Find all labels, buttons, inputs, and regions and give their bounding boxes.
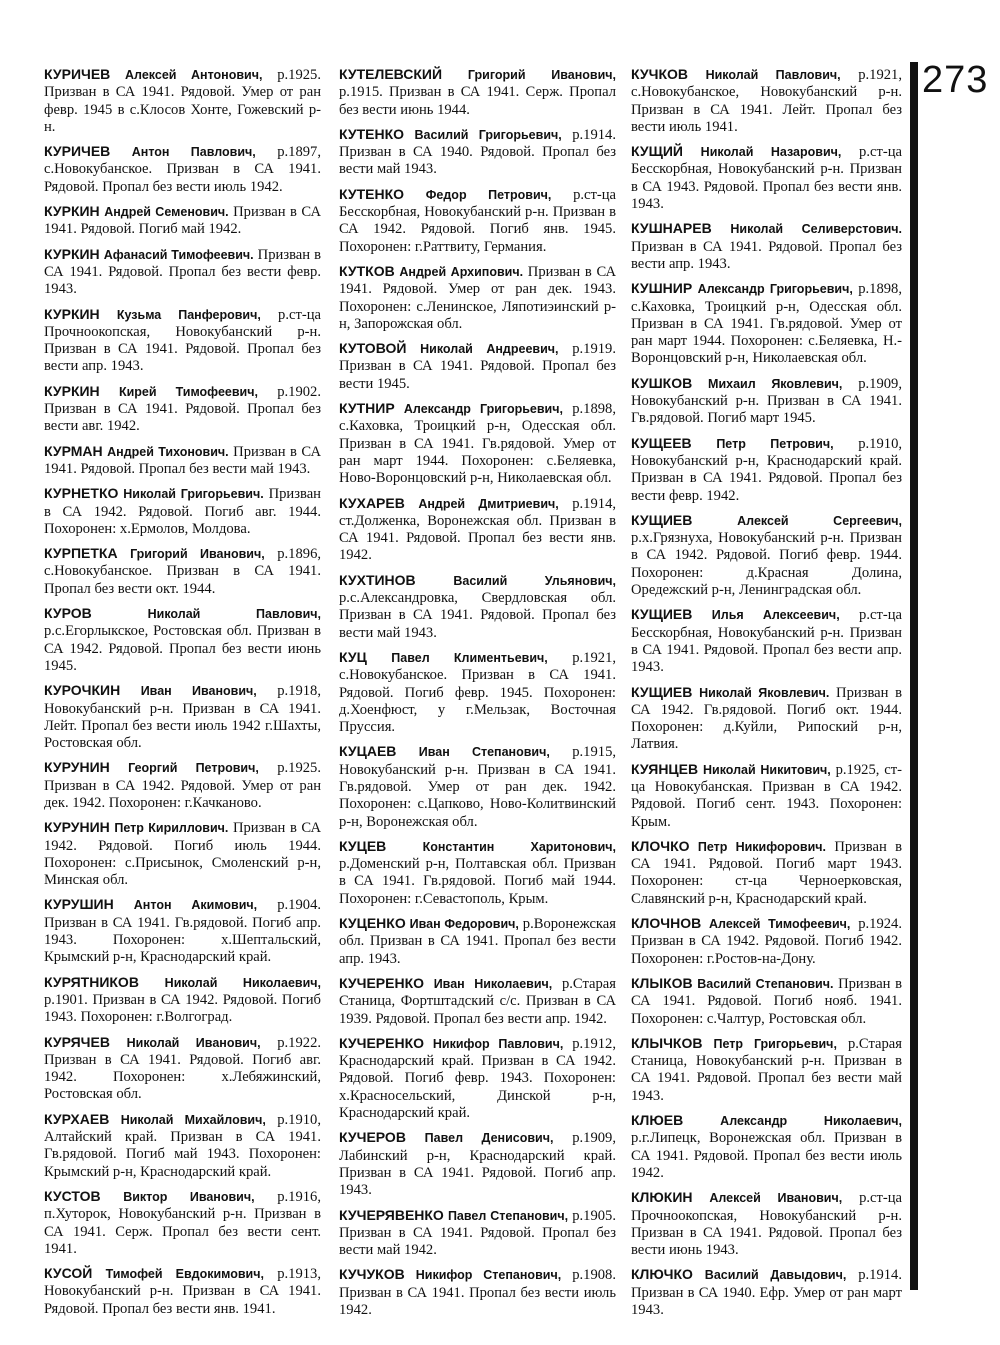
entry [631, 915, 902, 968]
entry-given-name: Александр Григорьевич, [697, 282, 853, 297]
entry [339, 649, 616, 736]
entry-details: р.1925, ст-ца Новокубанская. Призван в СА 1942. Рядовой. Погиб сент. 1943. Похоронен: Крым. [631, 761, 902, 830]
entry-surname: КУРУНИН [44, 819, 110, 836]
entry [631, 684, 902, 754]
entry [44, 246, 321, 299]
entry-surname: КУТНИР [339, 400, 395, 417]
entry [631, 435, 902, 505]
entry-given-name: Константин Харитонович, [422, 839, 616, 854]
entry-details: Призван в СА 1941. Рядовой. Умер от ран дек. 1943. Похоронен: с.Ленинское, Ляпотиэинский р-н, Запорожская обл. [339, 263, 616, 332]
entry [631, 975, 902, 1028]
entry-given-name: Петр Григорьевич, [713, 1036, 837, 1051]
entry-details: Призван в СА 1941. Рядовой. Пропал без вести май 1943. [44, 443, 321, 477]
entry-details: р.1921, с.Новокубанское. Призван в СА 1941. Рядовой. Погиб февр. 1945. Похоронен: д.Хоенфюст, у г.Мельзак, Восточная Пруссия. [339, 649, 617, 736]
entry [44, 143, 321, 196]
entry-surname: КУЧЕРЕНКО [339, 974, 424, 991]
entry-surname: КЛЮЕВ [631, 1112, 684, 1129]
entry [44, 443, 321, 479]
entry-given-name: Иван Федорович, [409, 917, 519, 932]
entry-given-name: Петр Кириллович. [114, 821, 229, 836]
entry-surname: КУЩИЙ [631, 143, 683, 160]
entry-surname: КЛОЧНОВ [631, 915, 702, 932]
entry [339, 66, 616, 119]
entry-given-name: Григорий Иванович, [130, 547, 265, 562]
entry [631, 838, 902, 908]
entry-surname: КУРНЕТКО [44, 485, 119, 502]
entry-surname: КУТЕНКО [339, 125, 405, 142]
entry-given-name: Павел Климентьевич, [391, 650, 548, 665]
entry [44, 203, 321, 239]
entry-surname: КУРИЧЕВ [44, 66, 111, 82]
entry-given-name: Кузьма Панферович, [116, 307, 261, 322]
entry [339, 743, 616, 830]
column-2 [339, 66, 616, 1326]
entry-surname: КУРКИН [44, 382, 100, 399]
entry-surname: КУХТИНОВ [339, 571, 416, 588]
entry-details: р.Старая Станица, Новокубанский р-н. Призван в СА 1941. Рядовой. Пропал без вести май 1943. [631, 1035, 902, 1104]
entry [631, 143, 902, 213]
entry [44, 974, 321, 1027]
entry-surname: КУЧЕРЯВЕНКО [339, 1206, 444, 1223]
entry-given-name: Андрей Тихонович. [107, 444, 229, 459]
entry-surname: КУЦАЕВ [339, 743, 397, 760]
entry-given-name: Антон Павлович, [131, 145, 256, 160]
entry-surname: КУШНАРЕВ [631, 220, 712, 237]
entry-given-name: Андрей Архипович. [399, 264, 524, 279]
entry-given-name: Александр Григорьевич, [403, 402, 563, 417]
entry-surname: КУЧЕРЕНКО [339, 1034, 424, 1051]
entry [44, 1111, 321, 1181]
entry-details: р.1897, с.Новокубанское. Призван в СА 1941. Рядовой. Пропал без вести июль 1942. [44, 144, 321, 195]
entry [339, 186, 616, 256]
entry [339, 1266, 616, 1319]
entry [44, 605, 321, 675]
entry-details: р.1916, п.Хуторок, Новокубанский р-н. Призван в СА 1941. Серж. Пропал без вести сент. 1941. [44, 1188, 321, 1257]
entry [631, 220, 902, 273]
entry-given-name: Николай Селиверстович. [730, 222, 902, 237]
entry-details: р.1910, Алтайский край. Призван в СА 1941. Гв.рядовой. Погиб май 1943. Похоронен: Крымский р-н, Краснодарский край. [44, 1111, 321, 1180]
entry-details: р.Доменский р-н, Полтавская обл. Призван в СА 1941. Гв.рядовой. Погиб май 1944. Похоронен: г.Севастополь, Крым. [339, 856, 616, 907]
entry-surname: КУЩЕЕВ [631, 434, 692, 451]
entry-details: р.1908. Призван в СА 1941. Пропал без вести июль 1942. [339, 1267, 616, 1318]
entry-surname: КУРПЕТКА [44, 545, 118, 562]
entry-surname: КУШКОВ [631, 374, 693, 391]
entry-surname: КУТЕЛЕВСКИЙ [339, 66, 443, 82]
entry-given-name: Василий Григорьевич, [414, 127, 562, 142]
entry [44, 66, 321, 136]
entry [631, 66, 902, 136]
entry-given-name: Тимофей Евдокимович, [105, 1267, 264, 1282]
entry-details: р.1921, с.Новокубанское, Новокубанский р-н. Призван в СА 1941. Лейт. Пропал без вести июль 1941. [631, 67, 902, 135]
entry-details: р.1924. Призван в СА 1942. Рядовой. Погиб 1942. Похоронен: г.Ростов-на-Дону. [631, 916, 902, 967]
entry-surname: КУРКИН [44, 305, 100, 322]
entry-given-name: Иван Степанович, [418, 745, 550, 760]
entry-surname: КУРКИН [44, 203, 100, 220]
entry-given-name: Федор Петрович, [425, 187, 552, 202]
entry-details: р.1912, Краснодарский край. Призван в СА 1942. Рядовой. Погиб февр. 1943. Похоронен: х.Красносельский, Динской р-н, Краснодарский край. [339, 1035, 616, 1122]
entry-surname: КЛОЧКО [631, 837, 690, 854]
entry-given-name: Николай Яковлевич. [699, 685, 830, 700]
entry-surname: КУЧУКОВ [339, 1266, 405, 1283]
entry-details: р.с.Александровка, Свердловская обл. Призван в СА 1941. Рядовой. Пропал без вести май 1943. [339, 590, 616, 641]
entry [339, 975, 616, 1028]
entry [339, 495, 616, 565]
entry-given-name: Антон Акимович, [133, 898, 258, 913]
entry-surname: КУЧКОВ [631, 66, 688, 82]
entry [339, 263, 616, 333]
entry-given-name: Илья Алексеевич, [711, 608, 840, 623]
entry [339, 1207, 616, 1260]
entry [339, 340, 616, 393]
entry-given-name: Николай Николаевич, [164, 975, 321, 990]
entry-given-name: Павел Денисович, [424, 1131, 554, 1146]
entry [631, 1035, 902, 1105]
page-number: 273 [922, 59, 989, 101]
entry [339, 400, 616, 487]
entry-surname: КЛЮЧКО [631, 1266, 693, 1283]
entry-given-name: Алексей Антонович, [125, 68, 263, 82]
entry-details: р.ст-ца Бесскорбная, Новокубанский р-н. Призван в СА 1943. Рядовой. Пропал без вести янв. 1943. [631, 144, 902, 213]
entry-surname: КЛЮКИН [631, 1189, 693, 1206]
entry [339, 126, 616, 179]
entry-given-name: Иван Николаевич, [433, 976, 553, 991]
entry [631, 1266, 902, 1319]
entry [631, 1189, 902, 1259]
entry-details: р.1896, с.Новокубанское. Призван в СА 1941. Пропал без вести окт. 1944. [44, 546, 322, 597]
entry [44, 1265, 321, 1318]
entry-given-name: Николай Григорьевич. [123, 487, 264, 502]
entry-details: р.1902. Призван в СА 1941. Рядовой. Пропал без вести авг. 1942. [44, 383, 321, 435]
entry-surname: КУЦ [339, 648, 367, 665]
entry-given-name: Григорий Иванович, [467, 68, 616, 82]
entry-details: р.1913, Новокубанский р-н. Призван в СА 1941. Рядовой. Пропал без вести янв. 1941. [44, 1266, 321, 1317]
entry [44, 306, 321, 376]
entry [339, 572, 616, 642]
entry [44, 545, 321, 598]
entry-surname: КУРОЧКИН [44, 682, 121, 699]
entry-surname: КУРИЧЕВ [44, 143, 111, 160]
entry-surname: КУЩИЕВ [631, 606, 693, 623]
entry [44, 1034, 321, 1104]
entry-details: р.1918, Новокубанский р-н. Призван в СА 1941. Лейт. Пропал без вести июль 1942 г.Шахты, Ростовская обл. [44, 683, 321, 752]
entry-given-name: Алексей Иванович, [709, 1191, 843, 1206]
entry-surname: КУРОВ [44, 605, 92, 622]
entry-surname: КУЩИЕВ [631, 511, 693, 528]
entry-surname: КУРМАН [44, 442, 103, 459]
entry-surname: КЛЫКОВ [631, 974, 693, 991]
entry-surname: КУТЕНКО [339, 185, 405, 202]
entry-details: р.1914. Призван в СА 1940. Ефр. Умер от ран март 1943. [631, 1267, 902, 1318]
entry-details: р.Воронежская обл. Призван в СА 1941. Пропал без вести апр. 1943. [339, 916, 616, 967]
column-1 [44, 66, 321, 1325]
entry-given-name: Николай Назарович, [700, 145, 842, 160]
entry-surname: КУРКИН [44, 245, 100, 262]
entry-details: р.1915, Новокубанский р-н. Призван в СА 1941. Гв.рядовой. Умер от ран дек. 1942. Похоронен: с.Цапково, Ново-Колитвинский р-н, Воронежская обл. [339, 744, 617, 830]
entry [44, 383, 321, 436]
entry [631, 606, 902, 676]
entry-details: р.ст-ца Бесскорбная, Новокубанский р-н. Призван в СА 1942. Рядовой. Погиб янв. 1945. Похоронен: г.Раттвиту, Германия. [339, 186, 617, 255]
entry [44, 682, 321, 752]
entry-given-name: Алексей Тимофеевич, [709, 917, 851, 932]
entry-given-name: Павел Степанович, [447, 1208, 569, 1223]
entry-details: р.1905. Призван в СА 1941. Рядовой. Пропал без вести май 1942. [339, 1207, 616, 1259]
entry-given-name: Георгий Петрович, [128, 761, 259, 776]
entry-details: р.1901. Призван в СА 1942. Рядовой. Погиб 1943. Похоронен: г.Волгоград. [44, 991, 321, 1026]
entry-details: Призван в СА 1941. Рядовой. Погиб март 1943. Похоронен: ст-ца Черноерковская, Славянский р-н, Краснодарский край. [631, 838, 902, 907]
entry-details: р.1904. Призван в СА 1941. Гв.рядовой. Погиб апр. 1943. Похоронен: х.Шептальский, Крымский р-н, Краснодарский край. [44, 897, 322, 966]
entry-details: р.1898, с.Каховка, Троицкий р-н, Одесская обл. Призван в СА 1941. Гв.рядовой. Умер от ран март 1944. Похоронен: с.Беляевка, Н.-Воронцовский р-н, Николаевская обл. [631, 281, 902, 367]
entry-given-name: Николай Андреевич, [420, 342, 559, 357]
entry-details: р.ст-ца Прочноокопская, Новокубанский р-н. Призван в СА 1941. Рядовой. Пропал без вести апр. 1943. [44, 306, 321, 375]
entry [44, 1188, 321, 1258]
entry-surname: КУТОВОЙ [339, 340, 407, 357]
entry-given-name: Николай Павлович, [147, 607, 321, 622]
entry-details: р.1915. Призван в СА 1941. Серж. Пропал без вести июнь 1944. [339, 84, 616, 118]
entry-surname: КУШНИР [631, 280, 693, 297]
entry-given-name: Иван Иванович, [140, 684, 257, 699]
entry-details: р.1914. Призван в СА 1940. Рядовой. Пропал без вести май 1943. [339, 126, 616, 178]
entry-details: р.1914, ст.Долженка, Воронежская обл. Призван в СА 1941. Рядовой. Пропал без вести янв. 1942. [339, 495, 617, 564]
entry-details: р.1922. Призван в СА 1941. Рядовой. Погиб авг. 1942. Похоронен: х.Лебяжинский, Ростовская обл. [44, 1034, 322, 1103]
entry [44, 819, 321, 889]
entry-given-name: Николай Никитович, [702, 762, 831, 777]
entry-given-name: Никифор Степанович, [415, 1268, 562, 1283]
entry-surname: КУСТОВ [44, 1187, 101, 1204]
entry-details: р.х.Грязнуха, Новокубанский р-н. Призван в СА 1942. Рядовой. Погиб февр. 1944. Похоронен: д.Красная Долина, Оредежский р-н, Ленинградская обл. [631, 530, 902, 599]
entry [631, 375, 902, 428]
entry-given-name: Михаил Яковлевич, [708, 376, 843, 391]
entry-details: р.1909, Лабинский р-н, Краснодарский край. Призван в СА 1941. Рядовой. Погиб апр. 1943. [339, 1130, 616, 1199]
entry [631, 280, 902, 367]
entry-surname: КУРЯЧЕВ [44, 1033, 110, 1050]
entry-given-name: Никифор Павлович, [432, 1036, 564, 1051]
entry-surname: КУЦЕНКО [339, 915, 406, 932]
entry-given-name: Афанасий Тимофеевич. [103, 247, 254, 262]
entry-surname: КУЧЕРОВ [339, 1129, 406, 1146]
entry-details: р.1910, Новокубанский р-н, Краснодарский край. Призван в СА 1941. Рядовой. Пропал без вести февр. 1942. [631, 435, 903, 504]
entry-details: Призван в СА 1941. Рядовой. Погиб май 1942. [44, 204, 321, 238]
entry-surname: КУТКОВ [339, 262, 395, 279]
entry-given-name: Василий Степанович. [697, 976, 834, 991]
entry-surname: КЛЫЧКОВ [631, 1034, 703, 1051]
entry-details: р.Старая Станица, Фортштадский с/с. Призван в СА 1939. Рядовой. Пропал без вести апр. 1942. [339, 975, 616, 1027]
entry [44, 896, 321, 966]
entry-given-name: Алексей Сергеевич, [737, 513, 902, 528]
entry-details: р.1925. Призван в СА 1942. Рядовой. Умер от ран дек. 1942. Похоронен: г.Качканово. [44, 760, 321, 811]
entry-details: Призван в СА 1942. Рядовой. Погиб авг. 1944. Похоронен: х.Ермолов, Молдова. [44, 486, 321, 537]
entry-given-name: Николай Иванович, [126, 1035, 261, 1050]
entry-surname: КУРЯТНИКОВ [44, 973, 139, 990]
entry [339, 838, 616, 908]
entry [44, 759, 321, 812]
entry [631, 512, 902, 599]
entry-given-name: Андрей Дмитриевич, [418, 496, 559, 511]
entry-given-name: Николай Павлович, [705, 68, 841, 82]
entry-details: р.1898, с.Каховка, Троицкий р-н, Одесская обл. Призван в СА 1941. Гв.рядовой. Умер от ран март 1944. Похоронен: с.Беляевка, Ново-Воронцовский р-н, Николаевская обл. [339, 401, 616, 487]
column-3 [631, 66, 902, 1326]
entry [631, 761, 902, 831]
entry-surname: КУРУНИН [44, 759, 110, 776]
entry-details: Призван в СА 1942. Рядовой. Погиб июль 1944. Похоронен: с.Присынок, Смоленский р-н, Минская обл. [44, 820, 321, 889]
entry-details: р.1909, Новокубанский р-н. Призван в СА 1941. Гв.рядовой. Погиб март 1945. [631, 375, 902, 427]
entry [44, 485, 321, 538]
entry-given-name: Василий Давыдович, [704, 1268, 847, 1283]
entry [631, 1112, 902, 1182]
entry-given-name: Андрей Семенович. [104, 205, 229, 220]
entry-given-name: Петр Петрович, [716, 436, 834, 451]
entry-given-name: Виктор Иванович, [123, 1189, 255, 1204]
entry-given-name: Николай Михайлович, [120, 1112, 266, 1127]
entry-details: р.1925. Призван в СА 1941. Рядовой. Умер от ран февр. 1945 в с.Клосов Хонте, Гожевский р-н. [44, 67, 321, 135]
entry-details: р.г.Липецк, Воронежская обл. Призван в СА 1941. Рядовой. Пропал без вести июль 1942. [631, 1130, 902, 1181]
entry-given-name: Петр Никифорович. [697, 839, 827, 854]
entry-details: р.1919. Призван в СА 1941. Рядовой. Пропал без вести 1945. [339, 341, 616, 392]
entry-details: Призван в СА 1942. Гв.рядовой. Погиб окт. 1944. Похоронен: д.Куйли, Рипоский р-н, Латвия. [631, 684, 902, 753]
entry-surname: КУХАРЕВ [339, 494, 405, 511]
entry [339, 915, 616, 968]
entry-surname: КУЦЕВ [339, 837, 387, 854]
entry-given-name: Кирей Тимофеевич, [118, 384, 258, 399]
entry [339, 1035, 616, 1122]
entry-surname: КУЯНЦЕВ [631, 760, 699, 777]
entry-details: р.ст-ца Прочноокопская, Новокубанский р-н. Призван в СА 1941. Рядовой. Пропал без вести июнь 1943. [631, 1190, 903, 1259]
edge-bar [910, 62, 918, 1290]
entry-details: Призван в СА 1941. Рядовой. Пропал без вести апр. 1943. [631, 238, 902, 272]
entry-surname: КУРУШИН [44, 896, 114, 913]
entry-given-name: Василий Ульянович, [453, 573, 616, 588]
entry-details: р.ст-ца Бесскорбная, Новокубанский р-н. Призван в СА 1941. Рядовой. Пропал без вести апр. 1943. [631, 607, 902, 676]
entry-details: р.с.Егорлыкское, Ростовская обл. Призван в СА 1942. Рядовой. Пропал без вести июнь 1945. [44, 623, 321, 674]
entry-surname: КУЩИЕВ [631, 683, 693, 700]
entry-details: Призван в СА 1941. Рядовой. Пропал без вести февр. 1943. [44, 246, 321, 298]
entry [339, 1129, 616, 1199]
entry-given-name: Александр Николаевич, [720, 1114, 902, 1129]
entry-surname: КУСОЙ [44, 1265, 93, 1282]
entry-details: Призван в СА 1941. Рядовой. Погиб нояб. 1941. Похоронен: с.Чалтур, Ростовская обл. [631, 975, 902, 1027]
entry-surname: КУРХАЕВ [44, 1110, 110, 1127]
